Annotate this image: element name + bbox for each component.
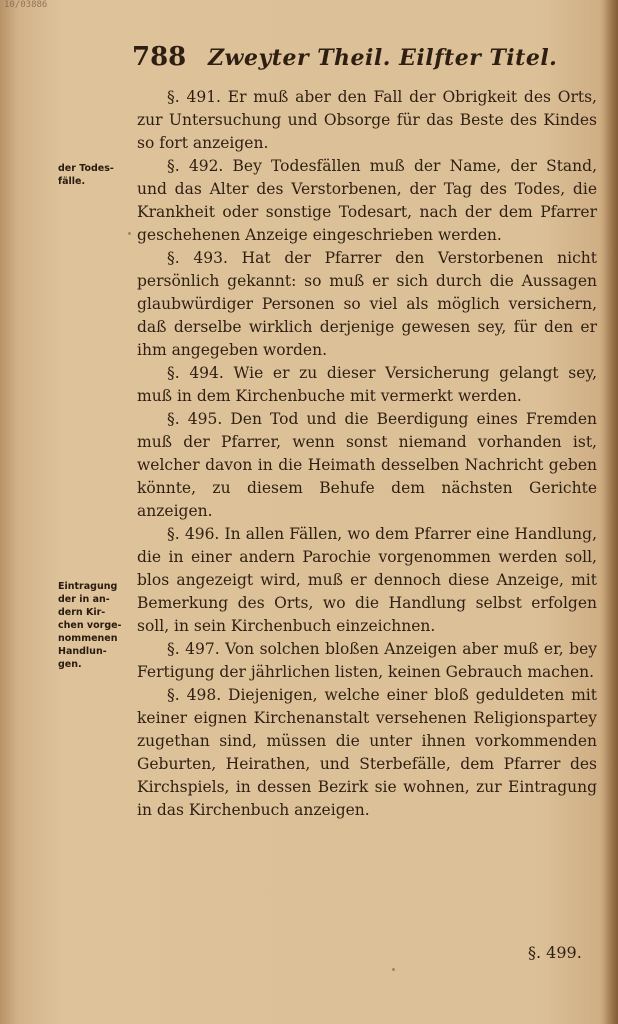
paragraph-494: §. 494. Wie er zu dieser Versicherung gelangt sey, muß in dem Kirchenbuche mit vermerkt werden. [137,364,597,405]
paragraph-496: §. 496. In allen Fällen, wo dem Pfarrer eine Handlung, die in einer andern Parochie vorgenommen werden soll, blos angezeigt wird, muß er dennoch diese Anzeige, mit Bemerkung des Orts, wo die Handlung selbst erfolgen soll, in sein Kirchenbuch einzeichnen. [137,525,597,635]
margin-note-eintragung: Eintragung der in an- dern Kir- chen vorge- nommenen Handlun- gen. [58,581,122,670]
page-edge-shadow [604,0,618,1024]
paragraph-492: §. 492. Bey Todesfällen muß der Name, der Stand, und das Alter des Verstorbenen, der Tag des Todes, die Krankheit oder sonstige Todesart, nach der dem Pfarrer geschehenen Anzeige eingeschrieben werden. [137,157,597,244]
margin-note-todesfaelle: der Todes- fälle. [58,163,114,187]
scan-identifier: 10/03886 [4,0,48,10]
paper-speck [392,968,395,971]
paragraph-491: §. 491. Er muß aber den Fall der Obrigkeit des Orts, zur Untersuchung und Obsorge für das Beste des Kindes so fort anzeigen. [137,88,597,152]
page-number: 788 [132,42,187,72]
paper-speck [128,232,131,235]
page-header [132,42,602,78]
running-head: Zweyter Theil. Eilfter Titel. [208,45,558,71]
paragraph-493: §. 493. Hat der Pfarrer den Verstorbenen nicht persönlich gekannt: so muß er sich durch die Aussagen glaubwürdiger Personen so viel als möglich versichern, daß derselbe wirklich derjenige gewesen sey, für den er ihm angegeben worden. [137,249,597,359]
paragraph-495: §. 495. Den Tod und die Beerdigung eines Fremden muß der Pfarrer, wenn sonst niemand vorhanden ist, welcher davon in die Heimath desselben Nachricht geben könnte, zu diesem Behufe dem nächsten Gerichte anzeigen. [137,410,597,520]
catchword: §. 499. [528,943,582,962]
body-text [137,86,597,822]
paragraph-498: §. 498. Diejenigen, welche einer bloß geduldeten mit keiner eignen Kirchenanstalt versehenen Religionspartey zugethan sind, müssen die unter ihnen vorkommenden Geburten, Heirathen, und Sterbefälle, dem Pfarrer des Kirchspiels, in dessen Bezirk sie wohnen, zur Eintragung in das Kirchenbuch anzeigen. [137,686,597,819]
paragraph-497: §. 497. Von solchen bloßen Anzeigen aber muß er, bey Fertigung der jährlichen listen, keinen Gebrauch machen. [137,640,597,681]
